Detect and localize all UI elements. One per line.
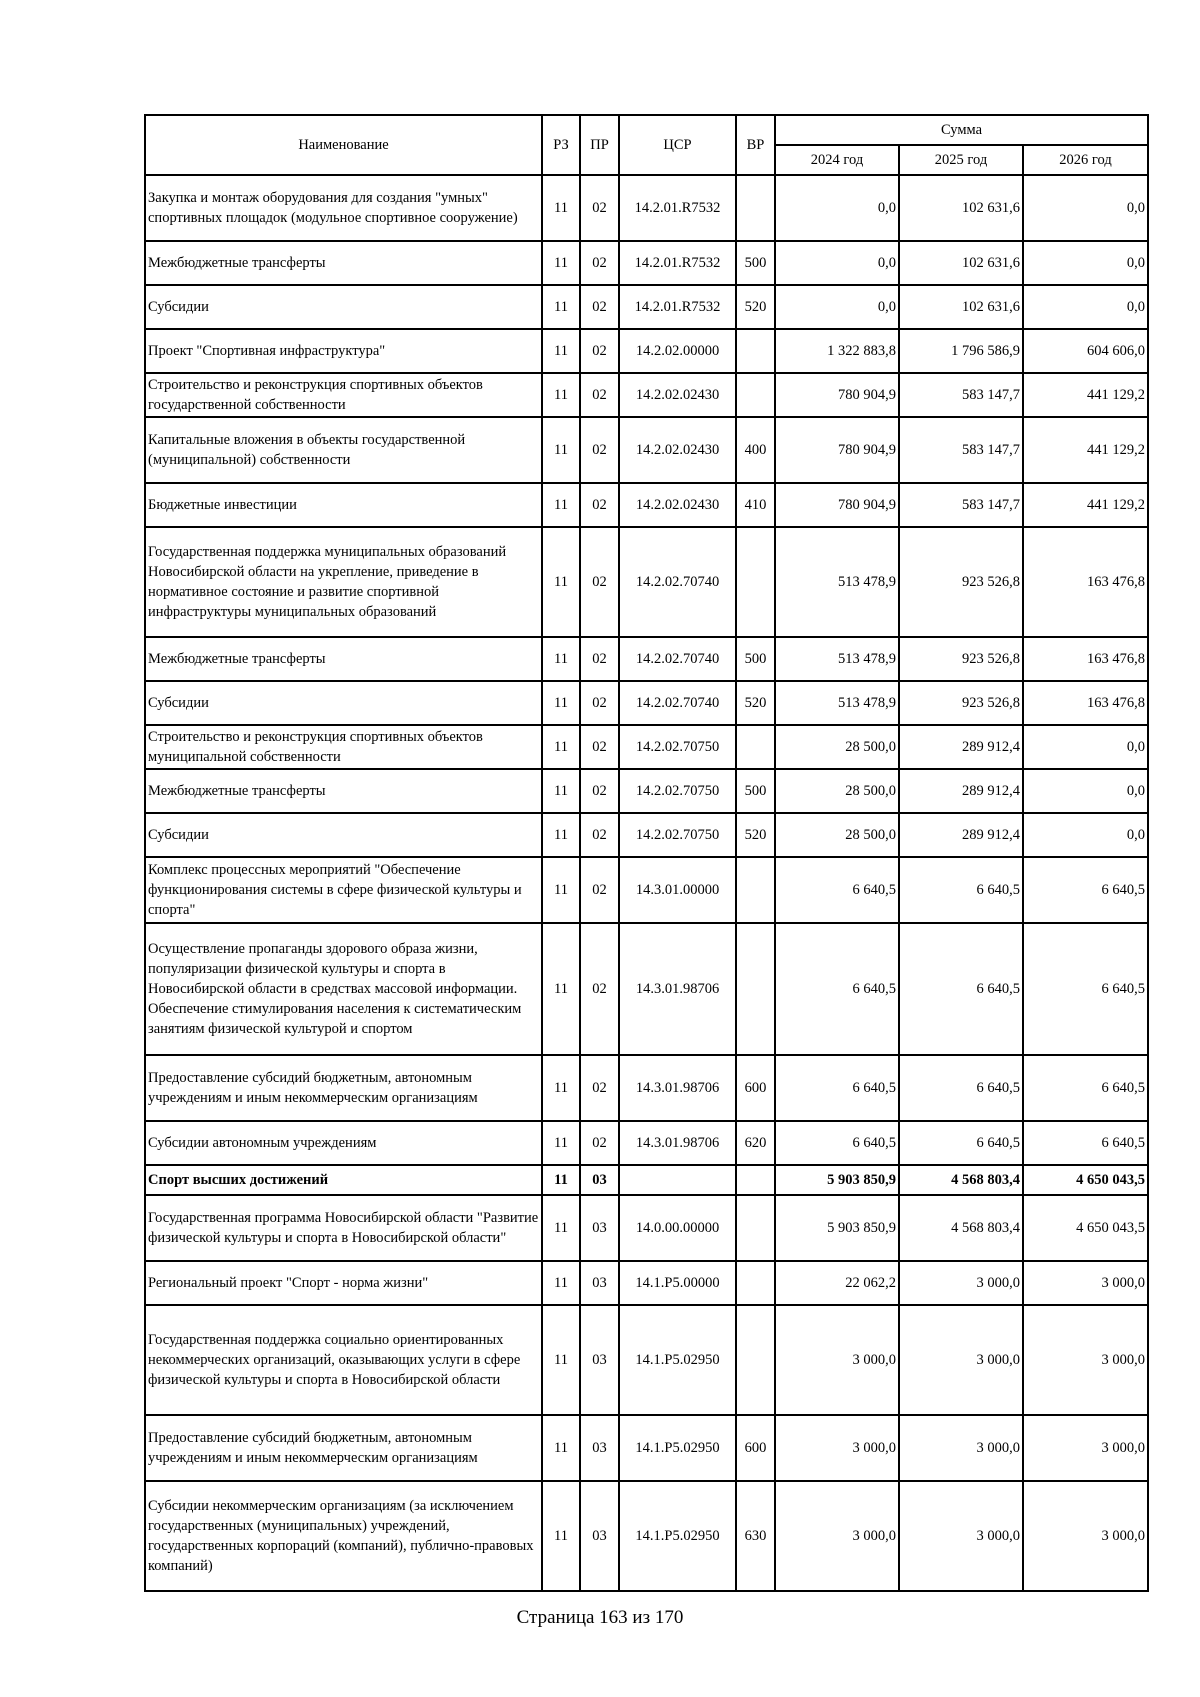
table-row: [145, 373, 1148, 417]
cell-2026: 6 640,5: [1023, 1055, 1148, 1121]
table-row: [145, 923, 1148, 1055]
table-row: [145, 813, 1148, 857]
cell-name: Государственная поддержка социально ориентированных некоммерческих организаций, оказывающих услуги в сфере физической культуры и спорта в Новосибирской области: [145, 1305, 542, 1415]
cell-2025: 102 631,6: [899, 241, 1023, 285]
table-body: [145, 175, 1148, 1591]
cell-2024: 28 500,0: [775, 813, 899, 857]
cell-2024: 3 000,0: [775, 1481, 899, 1591]
cell-vr: 520: [736, 681, 775, 725]
cell-name: Субсидии: [145, 813, 542, 857]
cell-2026: 3 000,0: [1023, 1415, 1148, 1481]
cell-2024: 0,0: [775, 241, 899, 285]
cell-2026: 4 650 043,5: [1023, 1165, 1148, 1195]
cell-name: Строительство и реконструкция спортивных объектов государственной собственности: [145, 373, 542, 417]
cell-csr: 14.2.02.02430: [619, 483, 736, 527]
cell-2025: 289 912,4: [899, 725, 1023, 769]
cell-2024: 6 640,5: [775, 1055, 899, 1121]
cell-csr: 14.1.P5.00000: [619, 1261, 736, 1305]
cell-2025: 4 568 803,4: [899, 1165, 1023, 1195]
cell-2026: 163 476,8: [1023, 681, 1148, 725]
table-row: [145, 527, 1148, 637]
cell-2024: 780 904,9: [775, 417, 899, 483]
cell-vr: [736, 175, 775, 241]
cell-2026: 6 640,5: [1023, 1121, 1148, 1165]
cell-2025: 923 526,8: [899, 527, 1023, 637]
cell-pr: 02: [580, 483, 619, 527]
table-row: [145, 417, 1148, 483]
cell-2024: 513 478,9: [775, 681, 899, 725]
cell-csr: 14.1.P5.02950: [619, 1481, 736, 1591]
cell-2026: 0,0: [1023, 241, 1148, 285]
cell-2026: 6 640,5: [1023, 923, 1148, 1055]
table-row: [145, 1481, 1148, 1591]
cell-rz: 11: [542, 329, 580, 373]
cell-2024: 28 500,0: [775, 769, 899, 813]
cell-2026: 3 000,0: [1023, 1305, 1148, 1415]
cell-2024: 0,0: [775, 175, 899, 241]
cell-2026: 6 640,5: [1023, 857, 1148, 923]
table-row: [145, 483, 1148, 527]
cell-name: Предоставление субсидий бюджетным, автономным учреждениям и иным некоммерческим организациям: [145, 1415, 542, 1481]
cell-csr: 14.3.01.98706: [619, 1055, 736, 1121]
cell-2025: 6 640,5: [899, 923, 1023, 1055]
table-row: [145, 857, 1148, 923]
cell-rz: 11: [542, 241, 580, 285]
cell-vr: 620: [736, 1121, 775, 1165]
cell-2026: 604 606,0: [1023, 329, 1148, 373]
table-row: [145, 241, 1148, 285]
cell-rz: 11: [542, 813, 580, 857]
cell-2026: 0,0: [1023, 769, 1148, 813]
cell-2026: 441 129,2: [1023, 417, 1148, 483]
cell-2024: 513 478,9: [775, 637, 899, 681]
cell-2025: 3 000,0: [899, 1261, 1023, 1305]
cell-name: Строительство и реконструкция спортивных объектов муниципальной собственности: [145, 725, 542, 769]
cell-rz: 11: [542, 725, 580, 769]
cell-vr: [736, 373, 775, 417]
cell-csr: 14.2.02.70740: [619, 681, 736, 725]
cell-name: Субсидии: [145, 681, 542, 725]
cell-rz: 11: [542, 1195, 580, 1261]
cell-name: Предоставление субсидий бюджетным, автономным учреждениям и иным некоммерческим организациям: [145, 1055, 542, 1121]
cell-name: Бюджетные инвестиции: [145, 483, 542, 527]
header-pr: ПР: [580, 115, 619, 175]
table-row: [145, 1261, 1148, 1305]
cell-2024: 3 000,0: [775, 1305, 899, 1415]
cell-name: Осуществление пропаганды здорового образа жизни, популяризации физической культуры и спорта в Новосибирской области в средствах массовой информации. Обеспечение стимулирования населения к систематическим занятиям физической культурой и спортом: [145, 923, 542, 1055]
cell-csr: 14.3.01.98706: [619, 923, 736, 1055]
cell-vr: 410: [736, 483, 775, 527]
table-row: [145, 175, 1148, 241]
cell-rz: 11: [542, 769, 580, 813]
cell-rz: 11: [542, 1055, 580, 1121]
cell-vr: 600: [736, 1055, 775, 1121]
cell-2024: 3 000,0: [775, 1415, 899, 1481]
cell-2026: 0,0: [1023, 725, 1148, 769]
cell-pr: 02: [580, 417, 619, 483]
cell-2024: 6 640,5: [775, 923, 899, 1055]
cell-vr: 500: [736, 769, 775, 813]
cell-rz: 11: [542, 637, 580, 681]
cell-2026: 0,0: [1023, 285, 1148, 329]
cell-pr: 02: [580, 923, 619, 1055]
cell-csr: 14.2.02.02430: [619, 373, 736, 417]
cell-name: Государственная поддержка муниципальных образований Новосибирской области на укрепление, приведение в нормативное состояние и развитие спортивной инфраструктуры муниципальных образований: [145, 527, 542, 637]
cell-2025: 923 526,8: [899, 681, 1023, 725]
cell-vr: 500: [736, 241, 775, 285]
cell-vr: [736, 1305, 775, 1415]
cell-2024: 28 500,0: [775, 725, 899, 769]
cell-2026: 441 129,2: [1023, 373, 1148, 417]
cell-vr: 520: [736, 813, 775, 857]
table-row: [145, 1305, 1148, 1415]
cell-pr: 02: [580, 241, 619, 285]
header-year-2025: 2025 год: [899, 145, 1023, 175]
table-row: [145, 1415, 1148, 1481]
cell-vr: [736, 923, 775, 1055]
cell-csr: 14.2.02.70750: [619, 725, 736, 769]
cell-2026: 0,0: [1023, 175, 1148, 241]
table-row: [145, 1055, 1148, 1121]
cell-vr: [736, 857, 775, 923]
cell-2025: 6 640,5: [899, 857, 1023, 923]
table-row: [145, 1121, 1148, 1165]
cell-2025: 923 526,8: [899, 637, 1023, 681]
cell-pr: 02: [580, 637, 619, 681]
cell-2025: 6 640,5: [899, 1055, 1023, 1121]
cell-name: Государственная программа Новосибирской области "Развитие физической культуры и спорта в Новосибирской области": [145, 1195, 542, 1261]
cell-2025: 3 000,0: [899, 1481, 1023, 1591]
cell-rz: 11: [542, 1415, 580, 1481]
cell-name: Субсидии: [145, 285, 542, 329]
cell-2024: 6 640,5: [775, 857, 899, 923]
cell-2024: 1 322 883,8: [775, 329, 899, 373]
cell-2025: 102 631,6: [899, 175, 1023, 241]
cell-pr: 02: [580, 373, 619, 417]
table-row: [145, 1195, 1148, 1261]
cell-rz: 11: [542, 483, 580, 527]
table-row: [145, 725, 1148, 769]
cell-pr: 03: [580, 1165, 619, 1195]
cell-csr: 14.2.01.R7532: [619, 285, 736, 329]
table-row: [145, 637, 1148, 681]
cell-vr: 630: [736, 1481, 775, 1591]
cell-vr: 500: [736, 637, 775, 681]
cell-csr: 14.3.01.98706: [619, 1121, 736, 1165]
cell-name: Межбюджетные трансферты: [145, 637, 542, 681]
cell-vr: [736, 1165, 775, 1195]
cell-rz: 11: [542, 417, 580, 483]
cell-csr: 14.0.00.00000: [619, 1195, 736, 1261]
cell-csr: 14.3.01.00000: [619, 857, 736, 923]
cell-csr: 14.2.02.70750: [619, 769, 736, 813]
cell-vr: 400: [736, 417, 775, 483]
cell-csr: 14.2.01.R7532: [619, 175, 736, 241]
cell-csr: 14.2.02.70740: [619, 637, 736, 681]
cell-2025: 583 147,7: [899, 373, 1023, 417]
cell-vr: [736, 725, 775, 769]
cell-pr: 02: [580, 329, 619, 373]
cell-csr: 14.2.01.R7532: [619, 241, 736, 285]
cell-2024: 5 903 850,9: [775, 1195, 899, 1261]
cell-csr: 14.2.02.00000: [619, 329, 736, 373]
cell-name: Региональный проект "Спорт - норма жизни": [145, 1261, 542, 1305]
cell-rz: 11: [542, 1261, 580, 1305]
cell-pr: 02: [580, 681, 619, 725]
cell-vr: [736, 329, 775, 373]
cell-rz: 11: [542, 923, 580, 1055]
table-row: [145, 285, 1148, 329]
page-number: Страница 163 из 170: [516, 1607, 684, 1628]
cell-2024: 5 903 850,9: [775, 1165, 899, 1195]
cell-rz: 11: [542, 285, 580, 329]
cell-2025: 102 631,6: [899, 285, 1023, 329]
cell-rz: 11: [542, 373, 580, 417]
cell-2025: 4 568 803,4: [899, 1195, 1023, 1261]
cell-pr: 03: [580, 1415, 619, 1481]
cell-rz: 11: [542, 175, 580, 241]
cell-name: Межбюджетные трансферты: [145, 241, 542, 285]
cell-2025: 6 640,5: [899, 1121, 1023, 1165]
cell-2026: 163 476,8: [1023, 527, 1148, 637]
cell-2025: 583 147,7: [899, 417, 1023, 483]
header-name: Наименование: [145, 115, 542, 175]
cell-2026: 441 129,2: [1023, 483, 1148, 527]
cell-2026: 4 650 043,5: [1023, 1195, 1148, 1261]
cell-rz: 11: [542, 527, 580, 637]
cell-csr: 14.2.02.70750: [619, 813, 736, 857]
cell-pr: 02: [580, 725, 619, 769]
cell-rz: 11: [542, 857, 580, 923]
cell-2025: 583 147,7: [899, 483, 1023, 527]
cell-2026: 3 000,0: [1023, 1261, 1148, 1305]
cell-rz: 11: [542, 1305, 580, 1415]
cell-2024: 780 904,9: [775, 483, 899, 527]
header-csr: ЦСР: [619, 115, 736, 175]
cell-name: Спорт высших достижений: [145, 1165, 542, 1195]
cell-pr: 03: [580, 1305, 619, 1415]
cell-vr: 600: [736, 1415, 775, 1481]
cell-pr: 02: [580, 1121, 619, 1165]
header-sum: Сумма: [775, 115, 1148, 145]
cell-2024: 780 904,9: [775, 373, 899, 417]
table-row: [145, 681, 1148, 725]
cell-2025: 1 796 586,9: [899, 329, 1023, 373]
cell-2024: 0,0: [775, 285, 899, 329]
cell-vr: [736, 1261, 775, 1305]
cell-csr: 14.1.P5.02950: [619, 1415, 736, 1481]
cell-csr: [619, 1165, 736, 1195]
cell-2024: 22 062,2: [775, 1261, 899, 1305]
budget-table: [144, 114, 1149, 1592]
header-vr: ВР: [736, 115, 775, 175]
cell-2025: 289 912,4: [899, 813, 1023, 857]
cell-csr: 14.2.02.70740: [619, 527, 736, 637]
cell-csr: 14.1.P5.02950: [619, 1305, 736, 1415]
cell-pr: 02: [580, 769, 619, 813]
cell-vr: 520: [736, 285, 775, 329]
cell-2024: 6 640,5: [775, 1121, 899, 1165]
cell-name: Межбюджетные трансферты: [145, 769, 542, 813]
cell-name: Субсидии некоммерческим организациям (за исключением государственных (муниципальных) учреждений, государственных корпораций (компаний), публично-правовых компаний): [145, 1481, 542, 1591]
cell-csr: 14.2.02.02430: [619, 417, 736, 483]
cell-name: Субсидии автономным учреждениям: [145, 1121, 542, 1165]
cell-pr: 02: [580, 1055, 619, 1121]
cell-2025: 3 000,0: [899, 1415, 1023, 1481]
cell-pr: 02: [580, 527, 619, 637]
cell-name: Проект "Спортивная инфраструктура": [145, 329, 542, 373]
cell-pr: 02: [580, 813, 619, 857]
header-year-2024: 2024 год: [775, 145, 899, 175]
cell-vr: [736, 1195, 775, 1261]
cell-rz: 11: [542, 1481, 580, 1591]
cell-rz: 11: [542, 1121, 580, 1165]
cell-pr: 03: [580, 1481, 619, 1591]
table-row: [145, 1165, 1148, 1195]
cell-vr: [736, 527, 775, 637]
cell-pr: 03: [580, 1195, 619, 1261]
cell-2025: 289 912,4: [899, 769, 1023, 813]
cell-2026: 163 476,8: [1023, 637, 1148, 681]
cell-2024: 513 478,9: [775, 527, 899, 637]
cell-pr: 02: [580, 857, 619, 923]
cell-2026: 0,0: [1023, 813, 1148, 857]
cell-2025: 3 000,0: [899, 1305, 1023, 1415]
cell-name: Закупка и монтаж оборудования для создания "умных" спортивных площадок (модульное спортивное сооружение): [145, 175, 542, 241]
table-row: [145, 329, 1148, 373]
cell-rz: 11: [542, 1165, 580, 1195]
header-rz: РЗ: [542, 115, 580, 175]
cell-2026: 3 000,0: [1023, 1481, 1148, 1591]
cell-name: Комплекс процессных мероприятий "Обеспечение функционирования системы в сфере физической культуры и спорта": [145, 857, 542, 923]
cell-pr: 03: [580, 1261, 619, 1305]
cell-pr: 02: [580, 175, 619, 241]
table-header: [145, 115, 1148, 175]
cell-name: Капитальные вложения в объекты государственной (муниципальной) собственности: [145, 417, 542, 483]
header-year-2026: 2026 год: [1023, 145, 1148, 175]
cell-rz: 11: [542, 681, 580, 725]
cell-pr: 02: [580, 285, 619, 329]
table-row: [145, 769, 1148, 813]
